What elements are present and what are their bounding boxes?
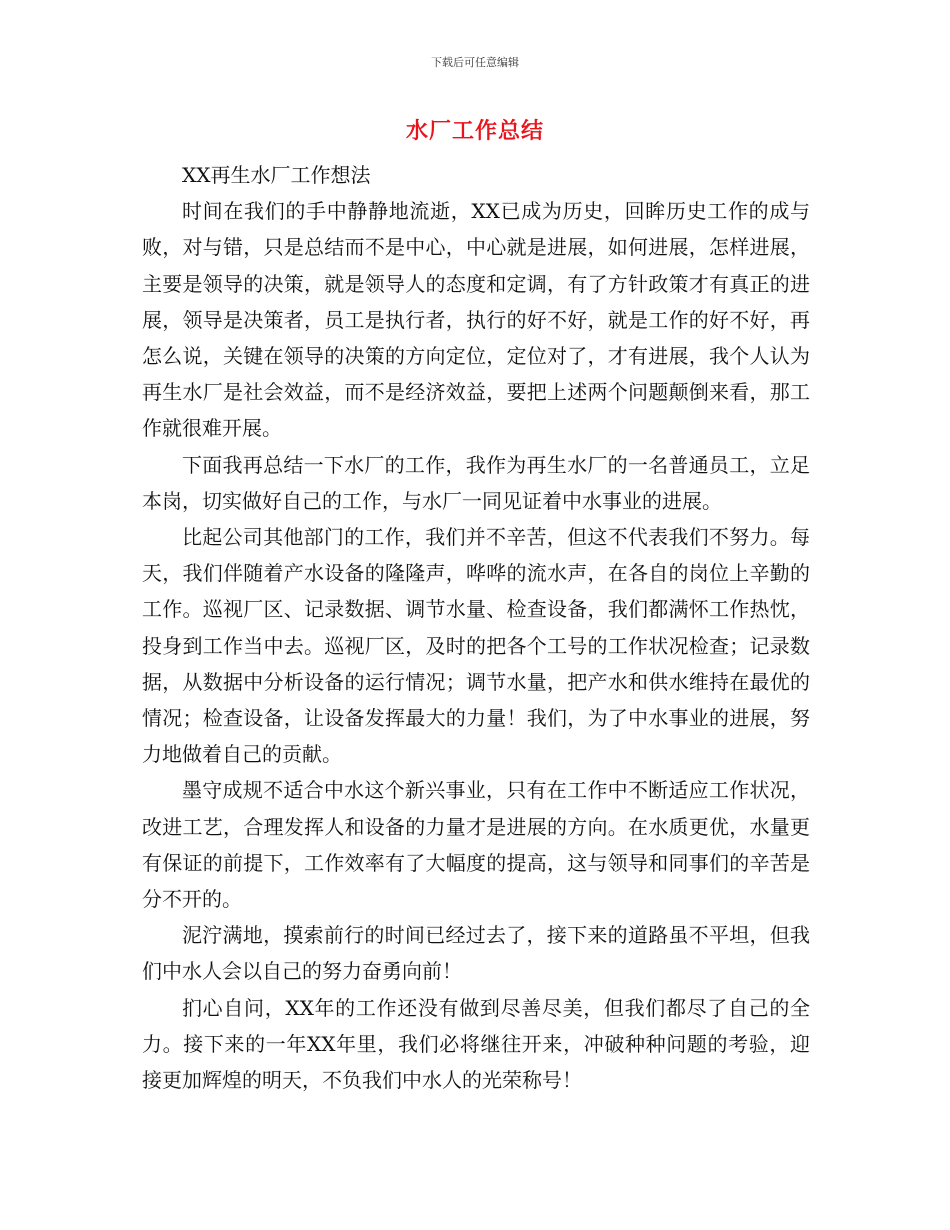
paragraph-3: 比起公司其他部门的工作，我们并不辛苦，但这不代表我们不努力。每天，我们伴随着产水设备的隆隆声，哗哗的流水声，在各自的岗位上辛勤的工作。巡视厂区、记录数据、调节水量、检查设备，我们都满怀工作热忱，投身到工作当中去。巡视厂区，及时的把各个工号的工作状况检查；记录数据，从数据中分析设备的运行情况；调节水量，把产水和供水维持在最优的情况；检查设备，让设备发挥最大的力量！我们，为了中水事业的进展，努力地做着自己的贡献。 [142,525,810,767]
paragraph-1: 时间在我们的手中静静地流逝，XX已成为历史，回眸历史工作的成与败，对与错，只是总结而不是中心，中心就是进展，如何进展，怎样进展，主要是领导的决策，就是领导人的态度和定调，有了方针政策才有真正的进展，领导是决策者，员工是执行者，执行的好不好，就是工作的好不好，再怎么说，关键在领导的决策的方向定位，定位对了，才有进展，我个人认为再生水厂是社会效益，而不是经济效益，要把上述两个问题颠倒来看，那工作就很难开展。 [142,199,810,441]
paragraph-4: 墨守成规不适合中水这个新兴事业，只有在工作中不断适应工作状况，改进工艺，合理发挥人和设备的力量才是进展的方向。在水质更优，水量更有保证的前提下，工作效率有了大幅度的提高，这与领导和同事们的辛苦是分不开的。 [142,778,810,912]
document-title: 水厂工作总结 [405,119,544,144]
paragraph-6: 扪心自问，XX年的工作还没有做到尽善尽美，但我们都尽了自己的全力。接下来的一年XX年里，我们必将继往开来，冲破种种问题的考验，迎接更加辉煌的明天，不负我们中水人的光荣称号！ [142,995,810,1093]
header-note: 下载后可任意编辑 [431,56,519,69]
paragraph-2: 下面我再总结一下水厂的工作，我作为再生水厂的一名普通员工，立足本岗，切实做好自己的工作，与水厂一同见证着中水事业的进展。 [142,452,810,513]
paragraph-5: 泥泞满地，摸索前行的时间已经过去了，接下来的道路虽不平坦，但我们中水人会以自己的努力奋勇向前！ [142,923,810,984]
document-subtitle: XX再生水厂工作想法 [182,163,371,187]
document-body [142,157,810,1098]
